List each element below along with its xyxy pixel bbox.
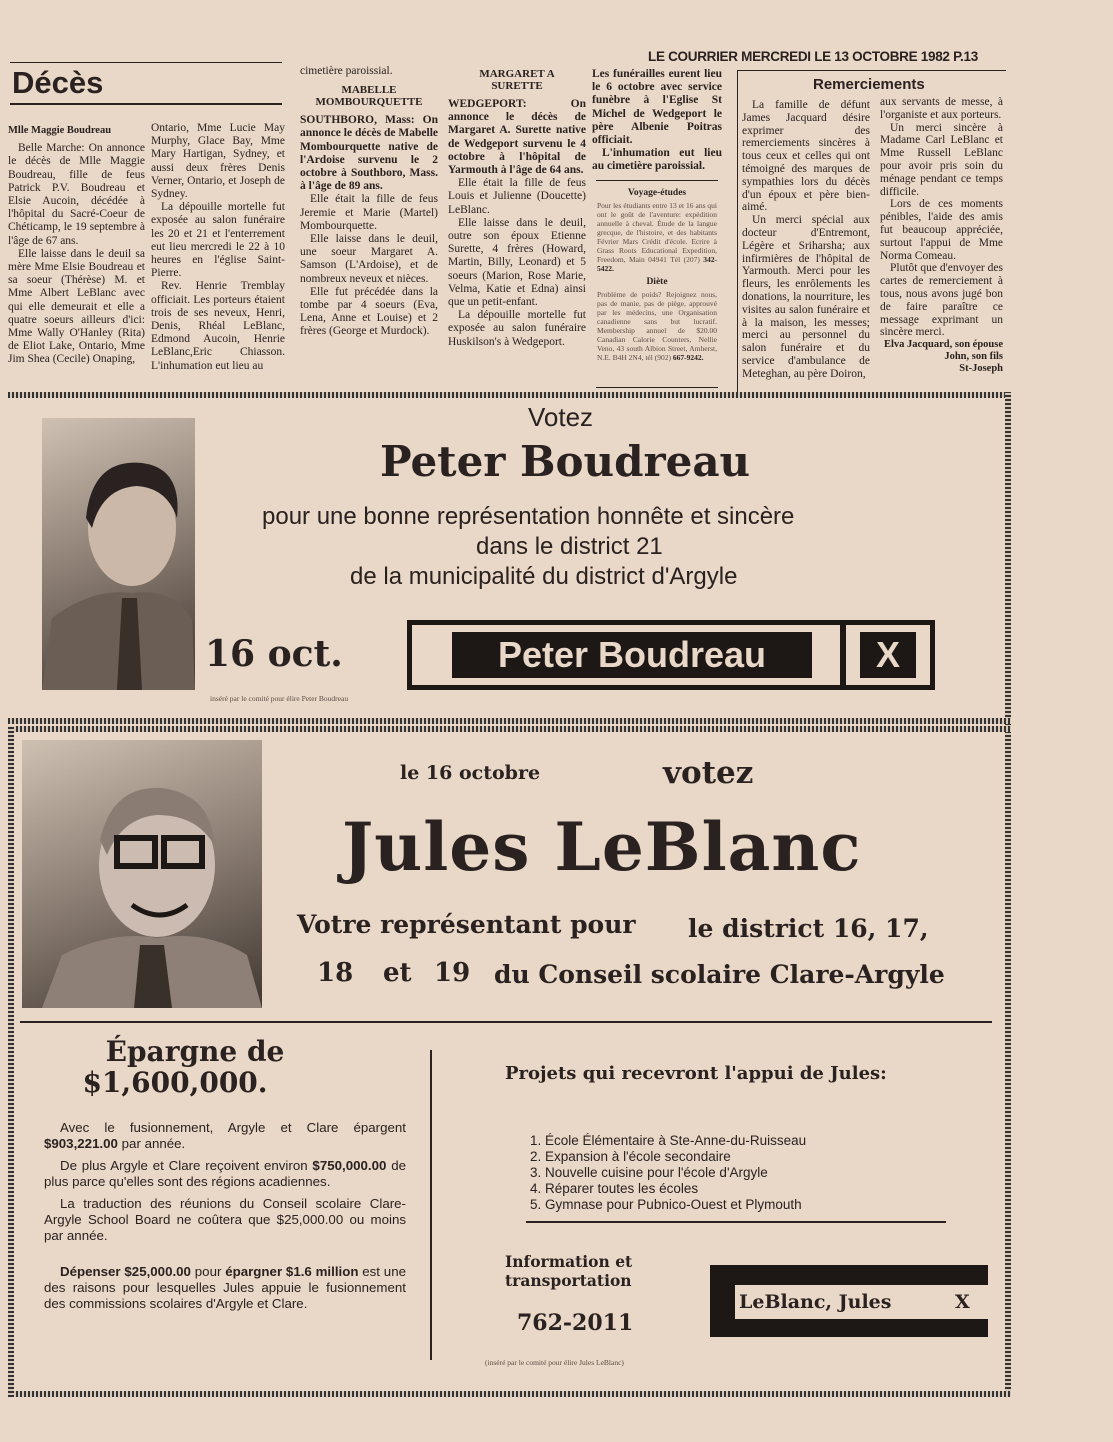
portrait-icon <box>22 740 262 1008</box>
ad-border-right <box>1005 392 1011 1397</box>
obituary-boudreau-col1 <box>8 124 145 367</box>
amount: $750,000.00 <box>312 1158 387 1173</box>
deces-title: Décès <box>12 65 104 100</box>
text: épargner $1.6 million <box>225 1264 359 1279</box>
obituary-heading: MABELLE MOMBOURQUETTE <box>315 84 423 109</box>
slogan-line: pour une bonne représentation honnête et sincère <box>262 503 795 530</box>
ballot-name: LeBlanc, Jules <box>739 1291 892 1313</box>
deces-rule <box>10 103 282 105</box>
obituary-text: La dépouille mortelle fut exposée au salon funéraire les 20 et 21 et l'enterrement eut lieu mercredi le 22 à 10 heures en l'église Saint-Pierre. <box>151 201 285 280</box>
slogan-line: 18 <box>317 958 354 988</box>
obituary-text: La dépouille mortelle fut exposée au salon funéraire Huskilson's à Wedgeport. <box>448 309 586 348</box>
savings-heading: Épargne de <box>105 1035 285 1068</box>
project-item: 5. Gymnase pour Pubnico-Ouest et Plymouth <box>530 1197 802 1212</box>
savings-paragraph: La traduction des réunions du Conseil scolaire Clare-Argyle School Board ne coûtera que $25,000.00 ou moins par année. <box>44 1196 406 1243</box>
remerciements-col2 <box>880 96 1003 375</box>
section-rule <box>20 1021 992 1023</box>
info-title: Information et transportation <box>505 1252 633 1290</box>
slogan-line: 19 <box>434 958 471 988</box>
election-date: le 16 octobre <box>400 762 541 784</box>
obituary-text: Elle laisse dans le deuil, une soeur Margaret A. Samson (L'Ardoise), et de nombreux neveux et nièces. <box>300 233 438 285</box>
obituary-text: Les funérailles eurent lieu le 6 octobre avec service funèbre à l'Eglise St Michel de Wedgeport le père Albenie Poitras officiait. <box>592 68 722 147</box>
notice-rule <box>596 180 718 181</box>
obituary-text: Ontario, Mme Lucie May Murphy, Glace Bay, Mme Mary Hartigan, Sydney, et aussi deux frères Denis Verner, Ontario, et Joseph de Sydney. <box>151 122 285 201</box>
savings-paragraph <box>44 1120 406 1152</box>
info-phone: 762-2011 <box>517 1310 634 1336</box>
remerciements-text: La famille de défunt James Jacquard désire exprimer des remerciements sincères à tous ceux et celles qui ont témoigné des marques de sympathies lors du décès d'un époux et père bien-aimé. <box>742 99 870 214</box>
ballot-box <box>407 620 935 690</box>
obituary-text: L'inhumation eut lieu au cimetière paroissial. <box>592 147 722 173</box>
signature: John, son fils <box>944 351 1003 363</box>
obituary-text: Elle laisse dans le deuil, outre son époux Etienne Surette, 4 frères (Howard, Martin, Billy, Leonard) et 5 soeurs (Marion, Rose Marie, Velma, Katie et Edna) ainsi que un petit-enfant. <box>448 216 586 309</box>
signature: St-Joseph <box>959 363 1003 375</box>
ballot-mark: X <box>860 632 916 678</box>
portrait-icon <box>42 418 195 690</box>
slogan-line: et <box>383 958 412 988</box>
obituary-text: SOUTHBORO, Mass: On annonce le décès de Mabelle Mombourquette native de l'Ardoise survenu le 2 octobre à Southboro, Mass. à l'âge de 89 ans. <box>300 114 438 193</box>
obituary-text: Elle était la fille de feus Jeremie et Marie (Martel) Mombourquette. <box>300 193 438 232</box>
savings-paragraph <box>44 1158 406 1190</box>
election-date: 16 oct. <box>205 633 343 675</box>
ad-border-top <box>8 726 1011 732</box>
slogan-line: dans le district 21 <box>476 533 663 560</box>
obituary-text: Elle était la fille de feus Louis et Julienne (Doucette) LeBlanc. <box>448 177 586 216</box>
projects-rule <box>526 1221 946 1223</box>
project-item: 2. Expansion à l'école secondaire <box>530 1149 731 1164</box>
text: Avec le fusionnement, Argyle et Clare épargent <box>60 1120 406 1135</box>
votez-label: votez <box>663 755 754 791</box>
remerciements-col1 <box>742 99 870 381</box>
obituary-heading: MARGARET A SURETTE <box>479 68 555 92</box>
ad-border-bottom <box>8 718 1011 724</box>
notice-voyage <box>597 188 717 362</box>
projects-title: Projets qui recevront l'appui de Jules: <box>505 1063 887 1084</box>
text: De plus Argyle et Clare reçoivent environ <box>60 1158 308 1173</box>
notice-phone: 667-9242. <box>672 353 704 362</box>
candidate-name: Peter Boudreau <box>380 437 751 486</box>
notice-rule <box>596 387 718 388</box>
notice-text: Problème de poids? Rejoignez nous, pas de manie, pas de piège, approuvé par les médecins, une Organisation canadienne sans but lucratif. Membership annuel de $20.00 Canadian Calorie Counters, Nellie Veno, 43 south Albion Street, Amherst, N.E. B4H 2N4, tél (902) <box>597 290 717 362</box>
savings-title <box>60 1036 290 1098</box>
ad-border-left <box>8 726 14 1397</box>
obituary-text: Belle Marche: On annonce le décès de Mlle Maggie Boudreau, fille de feus Patrick P.V. Boudreau et Elsie Aucoin, décédée à l'hôpital du Sacré-Coeur de Chéticamp, le 19 septembre à l'âge de 67 ans. <box>8 142 145 247</box>
notice-phone: 342-5422. <box>597 255 717 273</box>
ballot-divider <box>840 625 846 685</box>
slogan-line: du Conseil scolaire Clare-Argyle <box>494 960 945 989</box>
notice-title: Voyage-études <box>627 188 687 198</box>
ad-border-top <box>8 392 1011 398</box>
remerciements-text: Plutôt que d'envoyer des cartes de remerciement à tous, nous avons jugé bon de faire paraître ce message exprimant un sincère merci. <box>880 262 1003 339</box>
obituary-boudreau-col2 <box>151 122 285 373</box>
obituary-surette-cont <box>592 68 722 174</box>
text: pour <box>194 1264 222 1279</box>
ballot-box <box>710 1265 988 1337</box>
slogan-line: de la municipalité du district d'Argyle <box>350 563 738 590</box>
slogan-line: Votre représentant pour <box>297 910 636 939</box>
candidate-photo-leblanc <box>22 740 262 1008</box>
remerciements-text: Lors de ces moments pénibles, l'aide des amis fut beaucoup appréciée, surtout l'appui de Mme Norma Comeau. <box>880 198 1003 262</box>
signature: Elva Jacquard, son épouse <box>883 339 1003 351</box>
savings-paragraph <box>44 1264 406 1312</box>
notice-text: Pour les étudiants entre 13 et 16 ans qui ont le goût de l'aventure: expédition annuelle à cheval. Étude de la langue grecque, de l'histoire, et des habitants Février Mars Crédit d'école. Ecrire à Grass Roots Educational Expedition, Freedom, Main 04941 Tél (207) <box>597 201 717 264</box>
text: par année. <box>121 1136 186 1151</box>
savings-text <box>44 1120 406 1312</box>
masthead: LE COURRIER MERCREDI LE 13 OCTOBRE 1982 P.13 <box>648 49 978 64</box>
ad-border-bottom <box>8 1391 1011 1397</box>
projects-list <box>530 1133 806 1213</box>
remerciements-text: Un merci sincère à Madame Carl LeBlanc et Mme Russell LeBlanc pour avoir pris soin du ménage pendant ce temps difficile. <box>880 121 1003 198</box>
votez-label: Votez <box>528 402 594 432</box>
project-item: 4. Réparer toutes les écoles <box>530 1181 699 1196</box>
remerciements-text: aux servants de messe, à l'organiste et aux porteurs. <box>880 96 1003 121</box>
obituary-text: Elle fut précédée dans la tombe par 4 soeurs (Eva, Lena, Anne et Louise) et 2 frères (George et Murdock). <box>300 285 438 338</box>
obituary-mombourquette <box>300 65 438 339</box>
ballot-name-field <box>735 1285 988 1319</box>
candidate-name: Jules LeBlanc <box>342 808 862 886</box>
top-rule <box>10 62 282 63</box>
project-item: 3. Nouvelle cuisine pour l'école d'Argyle <box>530 1165 768 1180</box>
project-item: 1. École Élémentaire à Ste-Anne-du-Ruisseau <box>530 1133 807 1148</box>
obituary-text: cimetière paroissial. <box>300 65 393 77</box>
ad-credit: (inséré par le comité pour élire Jules LeBlanc) <box>485 1358 624 1367</box>
ad-credit: inséré par le comité pour élire Peter Boudreau <box>210 694 349 703</box>
remerciements-title: Remerciements <box>813 76 925 93</box>
text: Dépenser $25,000.00 <box>60 1264 191 1279</box>
obituary-surette <box>448 68 586 349</box>
column-divider <box>430 1050 432 1360</box>
savings-amount: $1,600,000. <box>82 1066 268 1099</box>
ballot-mark: X <box>955 1291 970 1313</box>
candidate-photo-boudreau <box>42 418 195 690</box>
text: est une des raisons pour lesquelles Jules appuie le fusionnement des commissions scolaires d'Argyle et Clare. <box>44 1264 406 1311</box>
notice-title: Diète <box>646 277 668 287</box>
text: de plus parce qu'elles sont des régions acadiennes. <box>44 1158 406 1189</box>
ballot-name: Peter Boudreau <box>452 632 812 678</box>
obituary-text: Rev. Henrie Tremblay officiait. Les porteurs étaient trois de ses neveux, Henri, Denis, Rhéal LeBlanc, Edmond Aucoin, Henrie LeBlanc,Eric Chiasson. L'inhumation eut lieu au <box>151 280 285 372</box>
obituary-heading: Mlle Maggie Boudreau <box>8 125 112 136</box>
obituary-text: Elle laisse dans le deuil sa mère Mme Elsie Boudreau et sa soeur (Thérèse) M. et Mme Albert LeBlanc avec qui elle demeurait et elle a quatre soeurs ailleurs d'ici: Mme Wally O'Hanley (Rita) de Eliot Lake, Ontario, Mme Jim Shea (Cecile) Onaping, <box>8 247 145 366</box>
remerciements-text: Un merci spécial aux docteur d'Entremont, Légère et Sriharsha; aux infirmières de l'hôpital de Yarmouth. Merci pour les fleurs, les enrôlements les donations, la nourriture, les visites au salon funéraire et à la maison, les messes; merci au personnel du salon funéraire et du service d'ambulance de Meteghan, au père Doiron, <box>742 214 870 380</box>
slogan-line: le district 16, 17, <box>688 914 929 943</box>
obituary-text: WEDGEPORT: On annonce le décès de Margaret A. Surette native de Wedgeport survenu le 4 octobre à l'hôpital de Yarmouth à l'âge de 64 ans. <box>448 98 586 177</box>
amount: $903,221.00 <box>44 1136 118 1151</box>
